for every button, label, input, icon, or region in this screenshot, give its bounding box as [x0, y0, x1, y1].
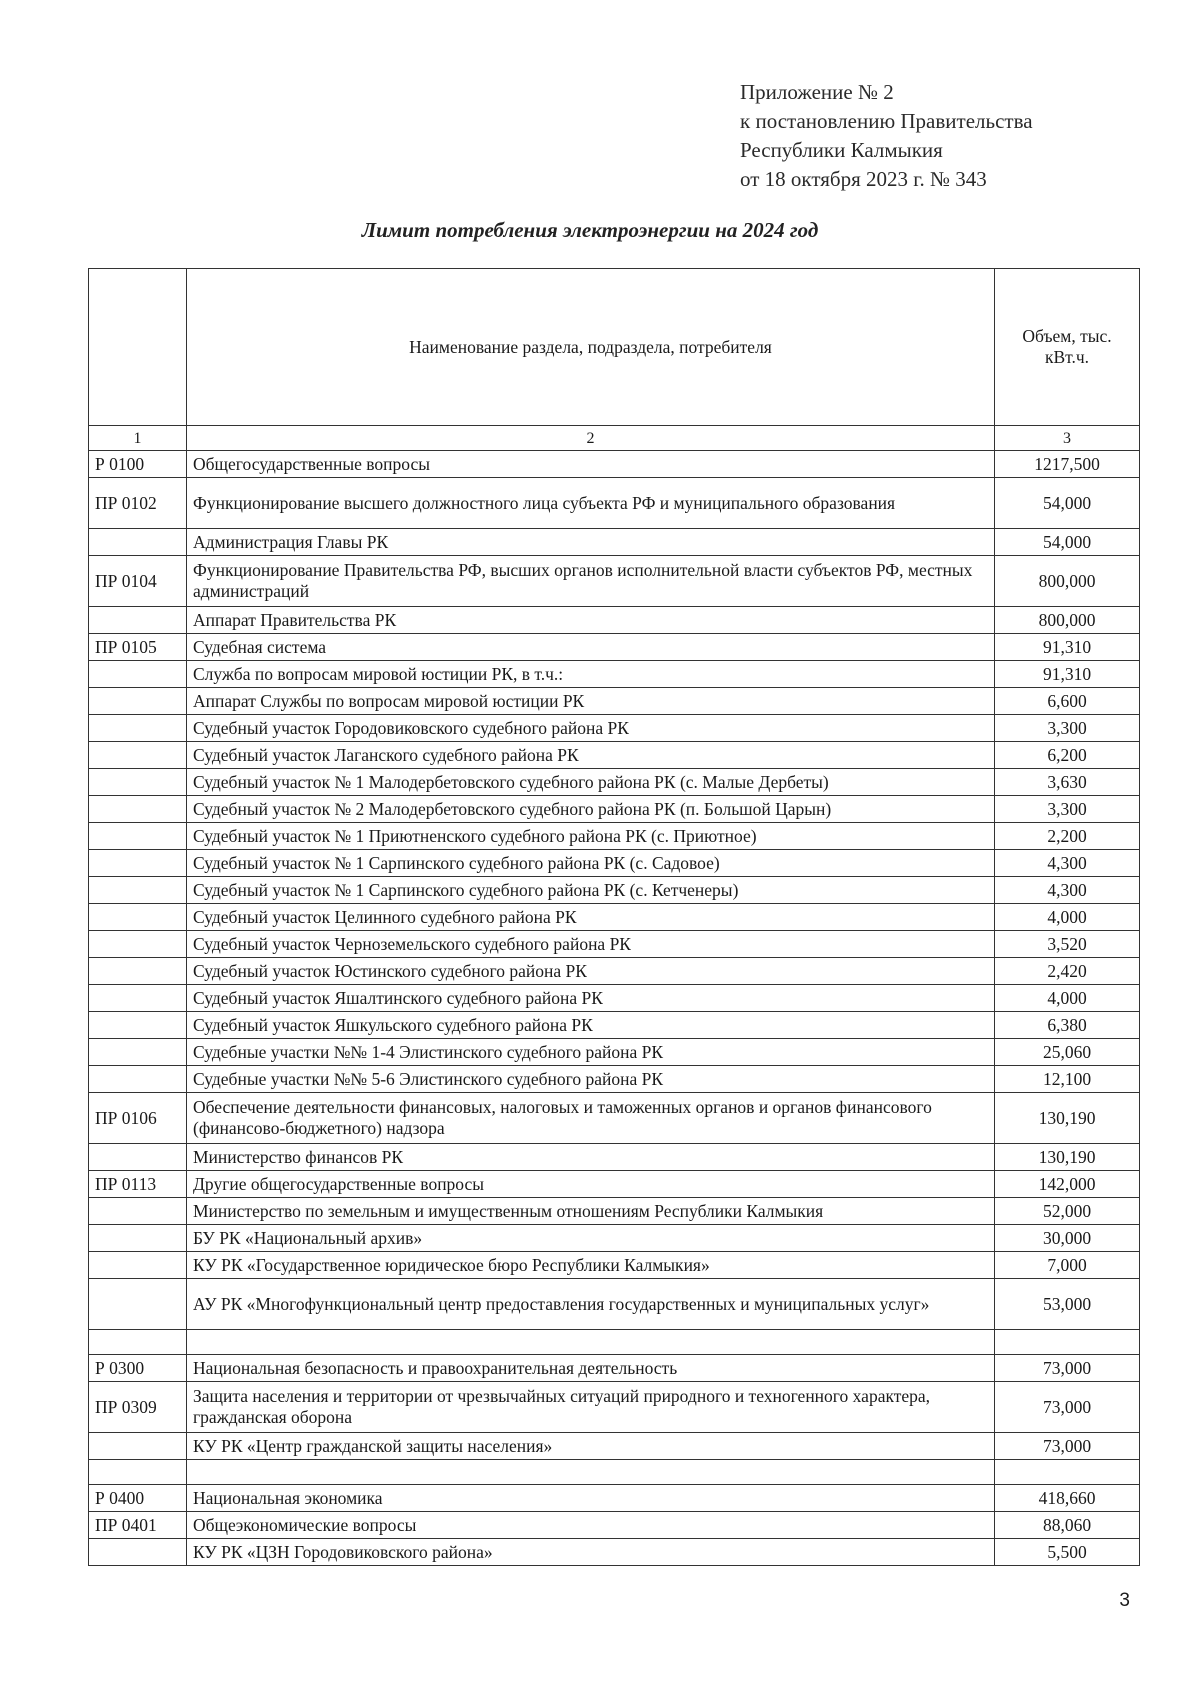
name-cell: Министерство по земельным и имущественным отношениям Республики Калмыкия	[187, 1198, 995, 1225]
name-cell: Судебные участки №№ 1-4 Элистинского судебного района РК	[187, 1039, 995, 1066]
code-cell	[89, 1012, 187, 1039]
name-cell: Судебные участки №№ 5-6 Элистинского судебного района РК	[187, 1066, 995, 1093]
table-row	[89, 850, 1140, 877]
column-number-row	[89, 426, 1140, 451]
table-row	[89, 1382, 1140, 1433]
name-cell: Защита населения и территории от чрезвычайных ситуаций природного и техногенного характера, гражданская оборона	[187, 1382, 995, 1433]
page-number: 3	[1119, 1590, 1130, 1611]
document-title: Лимит потребления электроэнергии на 2024 год	[361, 218, 819, 242]
name-cell: Аппарат Службы по вопросам мировой юстиции РК	[187, 688, 995, 715]
volume-cell: 5,500	[995, 1539, 1140, 1566]
code-cell	[89, 796, 187, 823]
code-cell: ПР 0105	[89, 634, 187, 661]
name-cell: Судебный участок Юстинского судебного района РК	[187, 958, 995, 985]
name-cell: Другие общегосударственные вопросы	[187, 1171, 995, 1198]
code-cell	[89, 958, 187, 985]
code-cell	[89, 904, 187, 931]
volume-cell: 418,660	[995, 1485, 1140, 1512]
code-cell: ПР 0104	[89, 556, 187, 607]
appendix-header	[740, 78, 1033, 194]
electricity-limit-table	[88, 268, 1140, 1566]
name-cell: Национальная экономика	[187, 1485, 995, 1512]
name-cell: Судебный участок № 1 Сарпинского судебного района РК (с. Садовое)	[187, 850, 995, 877]
table-row	[89, 1252, 1140, 1279]
volume-cell: 6,200	[995, 742, 1140, 769]
name-cell: Министерство финансов РК	[187, 1144, 995, 1171]
name-cell: Судебный участок Лаганского судебного района РК	[187, 742, 995, 769]
code-cell	[89, 1460, 187, 1485]
table-row	[89, 661, 1140, 688]
code-cell	[89, 877, 187, 904]
code-cell	[89, 1252, 187, 1279]
name-cell: Судебный участок Яшкульского судебного района РК	[187, 1012, 995, 1039]
table-row	[89, 1012, 1140, 1039]
code-cell	[89, 850, 187, 877]
code-cell	[89, 1198, 187, 1225]
table-row	[89, 451, 1140, 478]
name-cell: Судебная система	[187, 634, 995, 661]
volume-cell: 1217,500	[995, 451, 1140, 478]
name-cell: Судебный участок № 2 Малодербетовского судебного района РК (п. Большой Царын)	[187, 796, 995, 823]
name-cell	[187, 1460, 995, 1485]
volume-cell: 142,000	[995, 1171, 1140, 1198]
volume-cell: 52,000	[995, 1198, 1140, 1225]
name-cell: Судебный участок Черноземельского судебного района РК	[187, 931, 995, 958]
code-cell: Р 0400	[89, 1485, 187, 1512]
table-row	[89, 1512, 1140, 1539]
table-row	[89, 634, 1140, 661]
volume-cell: 4,000	[995, 904, 1140, 931]
name-cell: КУ РК «Центр гражданской защиты населения»	[187, 1433, 995, 1460]
name-cell: Обеспечение деятельности финансовых, налоговых и таможенных органов и органов финансового (финансово-бюджетного) надзора	[187, 1093, 995, 1144]
appendix-republic: Республики Калмыкия	[740, 138, 943, 162]
code-cell	[89, 985, 187, 1012]
code-cell	[89, 1539, 187, 1566]
code-cell	[89, 742, 187, 769]
volume-cell: 7,000	[995, 1252, 1140, 1279]
empty-row	[89, 1460, 1140, 1485]
volume-cell: 800,000	[995, 607, 1140, 634]
volume-cell: 3,520	[995, 931, 1140, 958]
code-cell: ПР 0106	[89, 1093, 187, 1144]
volume-cell: 91,310	[995, 634, 1140, 661]
name-cell: АУ РК «Многофункциональный центр предоставления государственных и муниципальных услуг»	[187, 1279, 995, 1330]
volume-cell: 91,310	[995, 661, 1140, 688]
table-row	[89, 478, 1140, 529]
table-row	[89, 1279, 1140, 1330]
volume-cell: 800,000	[995, 556, 1140, 607]
volume-cell: 88,060	[995, 1512, 1140, 1539]
volume-cell: 6,380	[995, 1012, 1140, 1039]
table-row	[89, 1093, 1140, 1144]
column-number: 2	[187, 426, 995, 451]
table-row	[89, 823, 1140, 850]
volume-cell: 2,420	[995, 958, 1140, 985]
table-row	[89, 556, 1140, 607]
name-cell: Общегосударственные вопросы	[187, 451, 995, 478]
name-cell: Функционирование высшего должностного лица субъекта РФ и муниципального образования	[187, 478, 995, 529]
volume-cell: 25,060	[995, 1039, 1140, 1066]
name-cell: Функционирование Правительства РФ, высших органов исполнительной власти субъектов РФ, местных администраций	[187, 556, 995, 607]
name-cell: Аппарат Правительства РК	[187, 607, 995, 634]
volume-cell: 3,630	[995, 769, 1140, 796]
header-code	[89, 269, 187, 426]
table-row	[89, 1485, 1140, 1512]
volume-cell: 130,190	[995, 1093, 1140, 1144]
appendix-ref: к постановлению Правительства	[740, 109, 1033, 133]
appendix-number: Приложение № 2	[740, 80, 894, 104]
volume-cell	[995, 1460, 1140, 1485]
table-row	[89, 1433, 1140, 1460]
volume-cell: 4,300	[995, 850, 1140, 877]
table-row	[89, 985, 1140, 1012]
empty-row	[89, 1330, 1140, 1355]
code-cell	[89, 1225, 187, 1252]
code-cell	[89, 688, 187, 715]
table-row	[89, 607, 1140, 634]
code-cell	[89, 1433, 187, 1460]
table-row	[89, 1198, 1140, 1225]
table-row	[89, 1539, 1140, 1566]
code-cell	[89, 661, 187, 688]
name-cell	[187, 1330, 995, 1355]
volume-cell: 3,300	[995, 796, 1140, 823]
code-cell: Р 0100	[89, 451, 187, 478]
table-row	[89, 769, 1140, 796]
name-cell: Судебный участок Целинного судебного района РК	[187, 904, 995, 931]
code-cell	[89, 931, 187, 958]
volume-cell: 54,000	[995, 478, 1140, 529]
table-row	[89, 742, 1140, 769]
table-row	[89, 1144, 1140, 1171]
appendix-date: от 18 октября 2023 г. № 343	[740, 167, 987, 191]
table-row	[89, 1039, 1140, 1066]
column-number: 1	[89, 426, 187, 451]
table-row	[89, 715, 1140, 742]
volume-cell: 2,200	[995, 823, 1140, 850]
volume-cell: 73,000	[995, 1382, 1140, 1433]
code-cell: ПР 0113	[89, 1171, 187, 1198]
table-row	[89, 958, 1140, 985]
volume-cell: 30,000	[995, 1225, 1140, 1252]
code-cell	[89, 1066, 187, 1093]
code-cell	[89, 823, 187, 850]
table-row	[89, 877, 1140, 904]
name-cell: Судебный участок № 1 Приютненского судебного района РК (с. Приютное)	[187, 823, 995, 850]
table-row	[89, 1171, 1140, 1198]
volume-cell: 12,100	[995, 1066, 1140, 1093]
table-row	[89, 904, 1140, 931]
volume-cell: 53,000	[995, 1279, 1140, 1330]
table-row	[89, 688, 1140, 715]
name-cell: Судебный участок Яшалтинского судебного района РК	[187, 985, 995, 1012]
volume-cell: 4,000	[995, 985, 1140, 1012]
code-cell	[89, 1330, 187, 1355]
table-row	[89, 529, 1140, 556]
code-cell: ПР 0102	[89, 478, 187, 529]
volume-cell: 130,190	[995, 1144, 1140, 1171]
code-cell: ПР 0309	[89, 1382, 187, 1433]
volume-cell: 6,600	[995, 688, 1140, 715]
table-row	[89, 796, 1140, 823]
code-cell: ПР 0401	[89, 1512, 187, 1539]
table-row	[89, 931, 1140, 958]
name-cell: Судебный участок Городовиковского судебного района РК	[187, 715, 995, 742]
table-row	[89, 1066, 1140, 1093]
volume-cell: 54,000	[995, 529, 1140, 556]
code-cell	[89, 1279, 187, 1330]
volume-cell: 3,300	[995, 715, 1140, 742]
table-row	[89, 1225, 1140, 1252]
name-cell: КУ РК «ЦЗН Городовиковского района»	[187, 1539, 995, 1566]
header-name: Наименование раздела, подраздела, потребителя	[187, 269, 995, 426]
volume-cell: 73,000	[995, 1433, 1140, 1460]
table-header-row	[89, 269, 1140, 426]
header-volume: Объем, тыс. кВт.ч.	[995, 269, 1140, 426]
code-cell	[89, 715, 187, 742]
name-cell: КУ РК «Государственное юридическое бюро Республики Калмыкия»	[187, 1252, 995, 1279]
code-cell	[89, 1039, 187, 1066]
code-cell	[89, 529, 187, 556]
code-cell	[89, 769, 187, 796]
volume-cell: 73,000	[995, 1355, 1140, 1382]
name-cell: Администрация Главы РК	[187, 529, 995, 556]
code-cell: Р 0300	[89, 1355, 187, 1382]
name-cell: Судебный участок № 1 Сарпинского судебного района РК (с. Кетченеры)	[187, 877, 995, 904]
volume-cell	[995, 1330, 1140, 1355]
name-cell: БУ РК «Национальный архив»	[187, 1225, 995, 1252]
name-cell: Судебный участок № 1 Малодербетовского судебного района РК (с. Малые Дербеты)	[187, 769, 995, 796]
code-cell	[89, 1144, 187, 1171]
volume-cell: 4,300	[995, 877, 1140, 904]
code-cell	[89, 607, 187, 634]
name-cell: Национальная безопасность и правоохранительная деятельность	[187, 1355, 995, 1382]
name-cell: Служба по вопросам мировой юстиции РК, в т.ч.:	[187, 661, 995, 688]
column-number: 3	[995, 426, 1140, 451]
name-cell: Общеэкономические вопросы	[187, 1512, 995, 1539]
table-row	[89, 1355, 1140, 1382]
